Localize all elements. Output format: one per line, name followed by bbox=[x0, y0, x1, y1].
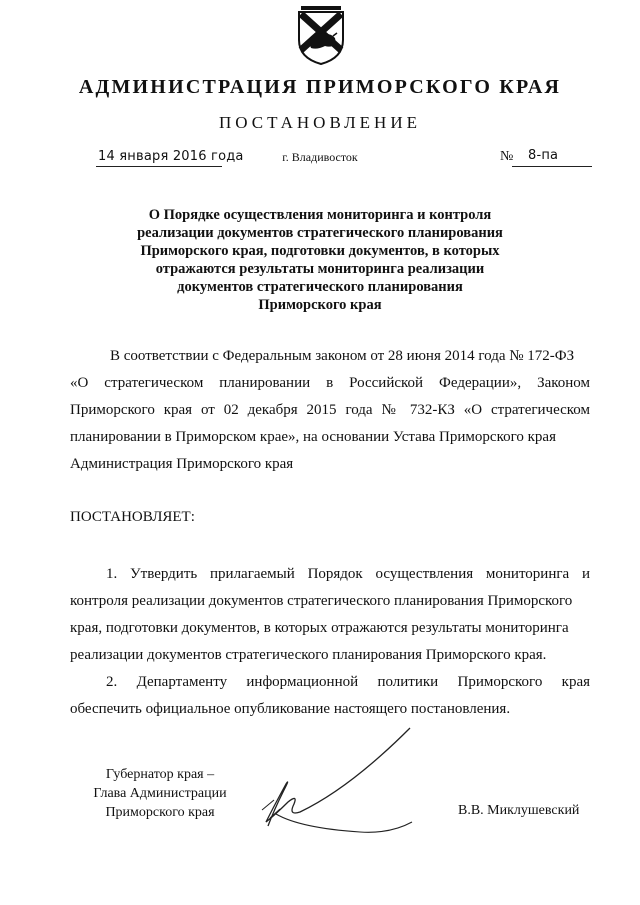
title-line: О Порядке осуществления мониторинга и контроля bbox=[148, 207, 492, 223]
position-line: Глава Администрации bbox=[93, 786, 227, 801]
clause-line: края, подготовки документов, в которых отражаются результаты мониторинга bbox=[70, 620, 569, 636]
coat-of-arms-emblem bbox=[295, 6, 347, 66]
number-label: № bbox=[500, 149, 514, 164]
document-city: г. Владивосток bbox=[282, 150, 358, 164]
title-line: Приморского края bbox=[258, 297, 382, 313]
title-line: Приморского края, подготовки документов, в которых bbox=[140, 243, 500, 259]
document-title bbox=[100, 206, 540, 314]
title-line: документов стратегического планирования bbox=[177, 279, 463, 295]
document-type: ПОСТАНОВЛЕНИЕ bbox=[218, 113, 421, 132]
decree-word: ПОСТАНОВЛЯЕТ: bbox=[70, 509, 195, 525]
title-line: отражаются результаты мониторинга реализации bbox=[155, 261, 485, 277]
document-date: 14 января 2016 года bbox=[98, 149, 244, 164]
clause-line: 1. Утвердить прилагаемый Порядок осуществления мониторинга и bbox=[106, 566, 590, 582]
organization-name: АДМИНИСТРАЦИЯ ПРИМОРСКОГО КРАЯ bbox=[78, 76, 562, 98]
position-line: Приморского края bbox=[105, 805, 215, 820]
clause-line: реализации документов стратегического планирования Приморского края. bbox=[70, 647, 547, 663]
signatory-position bbox=[80, 765, 240, 822]
signatory-name: В.В. Миклушевский bbox=[458, 803, 580, 818]
preamble-line: «О стратегическом планировании в Российской Федерации», Законом bbox=[70, 375, 590, 391]
position-line: Губернатор края – bbox=[105, 767, 215, 782]
preamble-line: В соответствии с Федеральным законом от 28 июня 2014 года № 172-ФЗ bbox=[110, 348, 575, 364]
clauses bbox=[70, 561, 590, 723]
preamble-paragraph bbox=[70, 343, 590, 478]
document-number: 8-па bbox=[528, 148, 559, 163]
preamble-line: планировании в Приморском крае», на основании Устава Приморского края bbox=[70, 429, 556, 445]
number-underline bbox=[512, 166, 592, 167]
clause-line: 2. Департаменту информационной политики Приморского края bbox=[106, 674, 590, 690]
title-line: реализации документов стратегического планирования bbox=[137, 225, 503, 241]
preamble-line: Администрация Приморского края bbox=[70, 456, 294, 472]
clause-line: контроля реализации документов стратегического планирования Приморского bbox=[70, 593, 573, 609]
date-underline bbox=[96, 166, 222, 167]
handwritten-signature bbox=[240, 718, 440, 838]
clause-line: обеспечить официальное опубликование настоящего постановления. bbox=[70, 701, 511, 717]
preamble-line: Приморского края от 02 декабря 2015 года № 732-КЗ «О стратегическом bbox=[70, 402, 590, 418]
